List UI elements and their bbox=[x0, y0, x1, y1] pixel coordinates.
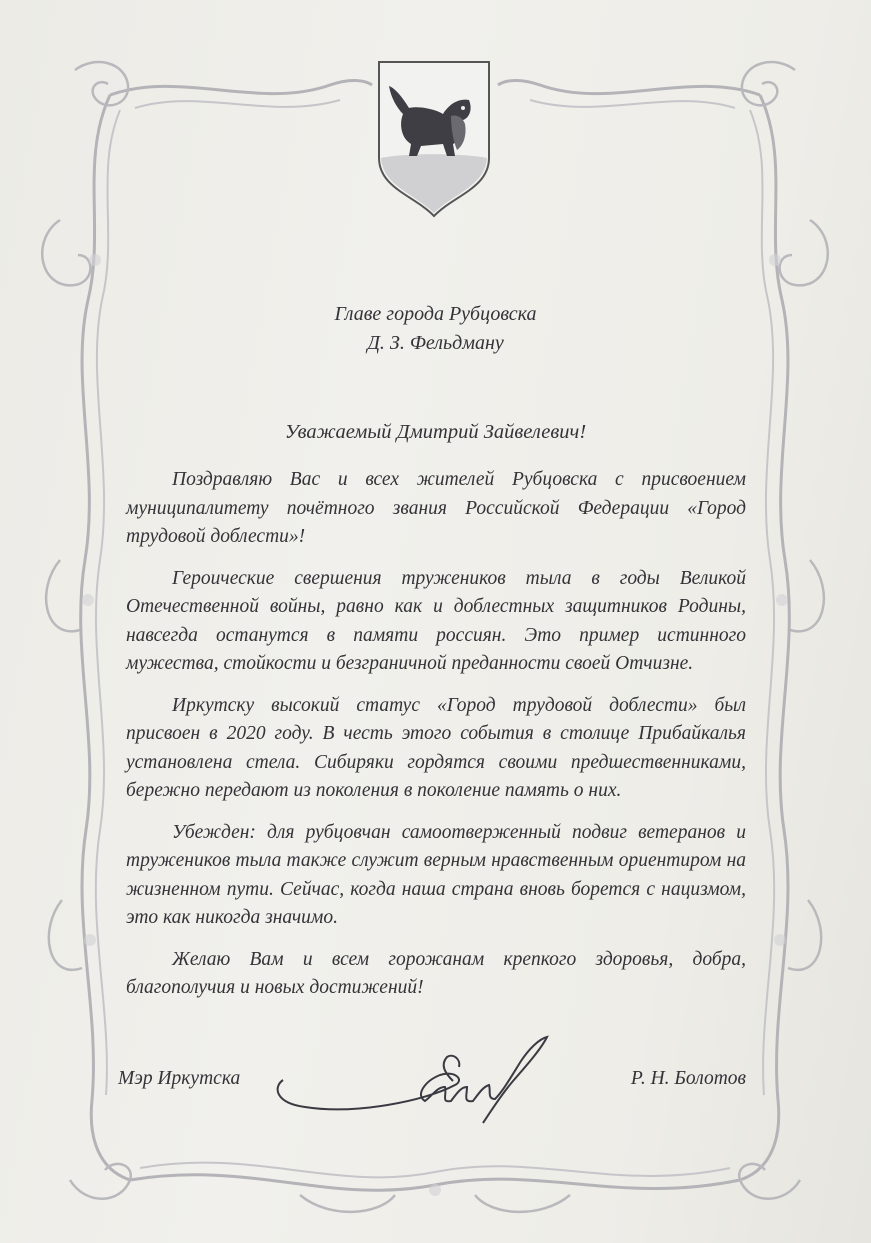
paragraph-3: Иркутску высокий статус «Город трудовой доблести» был присвоен в 2020 году. В честь этого события в столице Прибайкалья установлена стела. Сибиряки гордятся своими предшественниками, бережно передают из поколения в поколение память о них. bbox=[126, 694, 746, 801]
handwritten-signature bbox=[265, 1025, 575, 1130]
signer-name: Р. Н. Болотов bbox=[630, 1068, 746, 1089]
addressee-block bbox=[0, 300, 871, 358]
salutation: Уважаемый Дмитрий Зайвелевич! bbox=[284, 421, 587, 443]
signer-position: Мэр Иркутска bbox=[118, 1068, 241, 1089]
paragraph-2: Героические свершения тружеников тыла в годы Великой Отечественной войны, равно как и доблестных защитников Родины, навсегда останутся в памяти россиян. Это пример истинного мужества, стойкости и безграничной преданности своей Отчизне. bbox=[126, 567, 746, 674]
addressee-line-title: Главе города Рубцовска bbox=[334, 303, 537, 325]
paragraph-5: Желаю Вам и всем горожанам крепкого здоровья, добра, благополучия и новых достижений! bbox=[126, 948, 746, 998]
coat-of-arms-emblem bbox=[373, 58, 495, 218]
paragraph-1: Поздравляю Вас и всех жителей Рубцовска с присвоением муниципалитету почётного звания Российской Федерации «Город трудовой доблести»! bbox=[126, 469, 746, 547]
letter-body bbox=[126, 466, 746, 1016]
addressee-line-name: Д. З. Фельдману bbox=[367, 332, 504, 354]
paragraph-4: Убежден: для рубцовчан самоотверженный подвиг ветеранов и тружеников тыла также служит верным нравственным ориентиром на жизненном пути. Сейчас, когда наша страна вновь борется с нацизмом, это как никогда значимо. bbox=[126, 821, 746, 928]
